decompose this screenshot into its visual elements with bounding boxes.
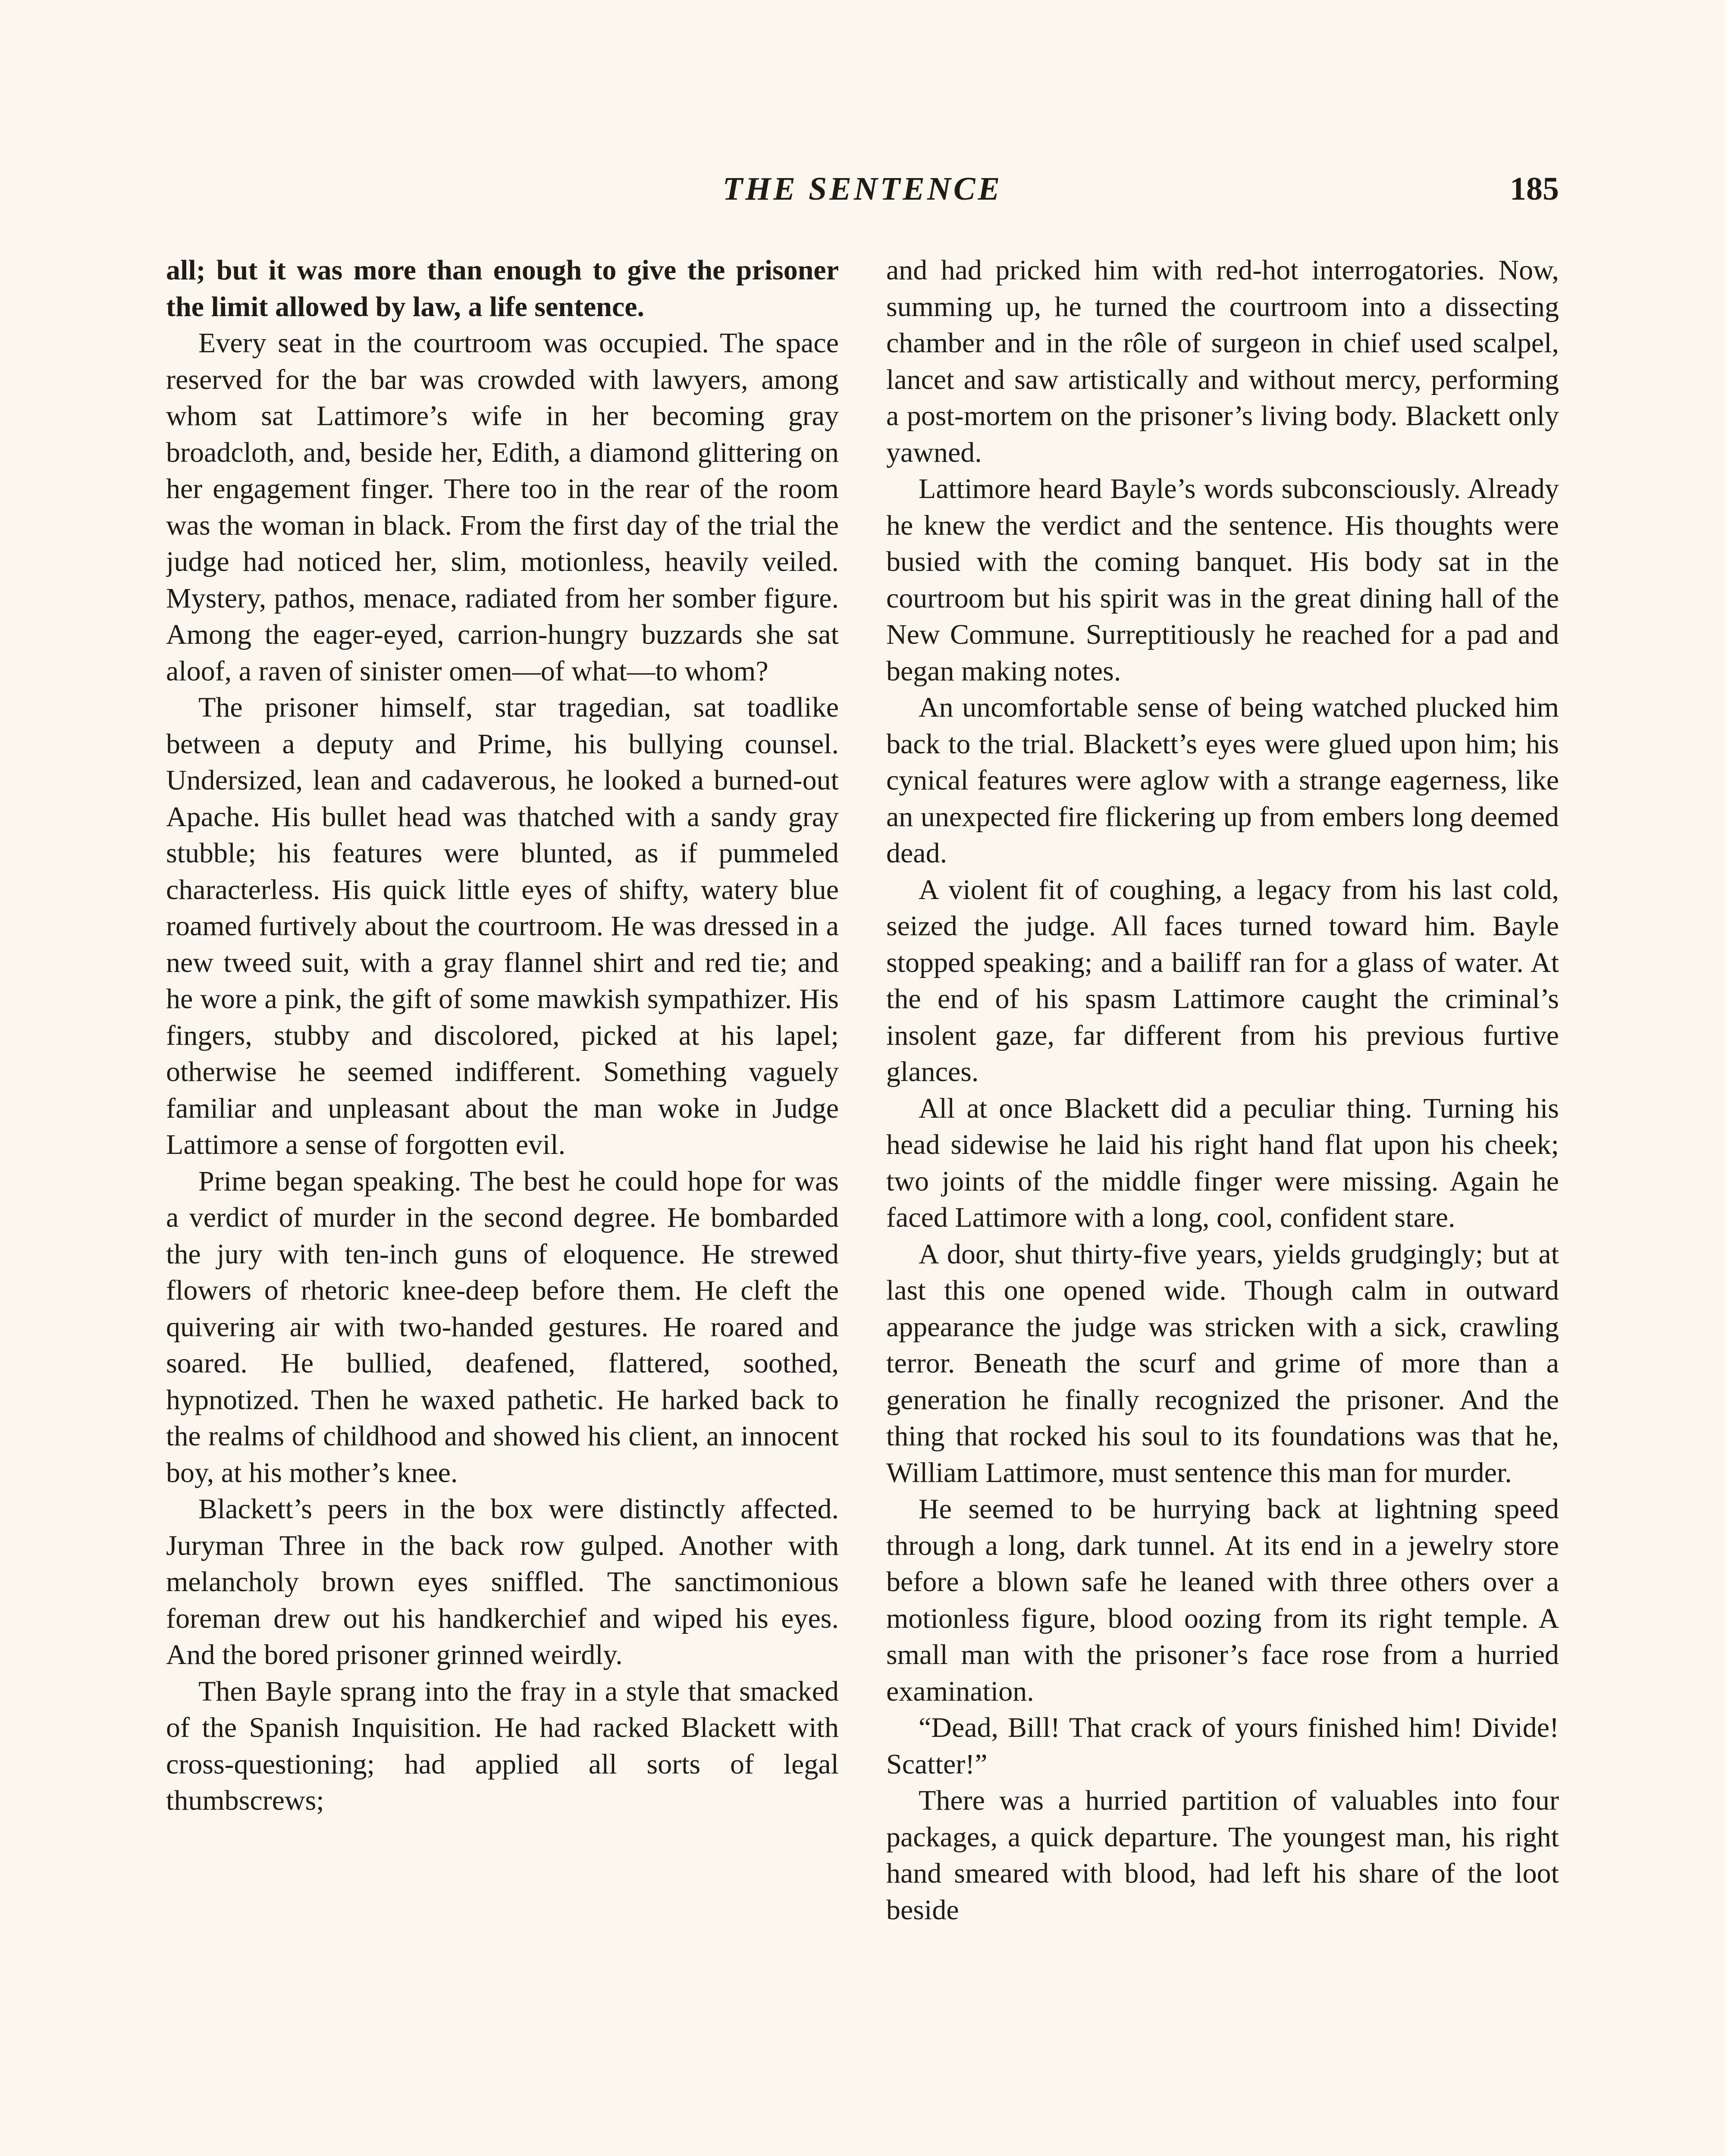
paragraph: all; but it was more than enough to give the prisoner the limit allowed by law, a life sentence. [166, 254, 839, 323]
paragraph: Prime began speaking. The best he could hope for was a verdict of murder in the second degree. He bombarded the jury with ten-inch guns of eloquence. He strewed flowers of rhetoric knee-deep before them. He cleft the quivering air with two-handed gestures. He roared and soared. He bullied, deafened, flattered, soothed, hypnotized. Then he waxed pathetic. He harked back to the realms of childhood and showed his client, an innocent boy, at his mother’s knee. [166, 1165, 839, 1489]
paragraph: An uncomfortable sense of being watched plucked him back to the trial. Blackett’s eyes were glued upon him; his cynical features were aglow with a strange eagerness, like an unexpected fire flickering up from embers long deemed dead. [886, 692, 1559, 869]
paragraph: Then Bayle sprang into the fray in a style that smacked of the Spanish Inquisition. He had racked Blackett with cross-questioning; had applied all sorts of legal thumbscrews; [166, 1675, 839, 1816]
paragraph: and had pricked him with red-hot interrogatories. Now, summing up, he turned the courtroom into a dissecting chamber and in the rôle of surgeon in chief used scalpel, lancet and saw artistically and without mercy, performing a post-mortem on the prisoner’s living body. Blackett only yawned. [886, 254, 1559, 468]
paragraph: “Dead, Bill! That crack of yours finished him! Divide! Scatter!” [886, 1712, 1559, 1780]
paragraph: Every seat in the courtroom was occupied. The space reserved for the bar was crowded with lawyers, among whom sat Lattimore’s wife in her becoming gray broadcloth, and, beside her, Edith, a diamond glittering on her engagement finger. There too in the rear of the room was the woman in black. From the first day of the trial the judge had noticed her, slim, motionless, heavily veiled. Mystery, pathos, menace, radiated from her somber figure. Among the eager-eyed, carrion-hungry buzzards she sat aloof, a raven of sinister omen—of what—to whom? [166, 327, 839, 687]
paragraph: Blackett’s peers in the box were distinctly affected. Juryman Three in the back row gulped. Another with melancholy brown eyes sniffled. The sanctimonious foreman drew out his handkerchief and wiped his eyes. And the bored prisoner grinned weirdly. [166, 1493, 839, 1670]
page-header [166, 170, 1559, 218]
paragraph: Lattimore heard Bayle’s words subconsciously. Already he knew the verdict and the sentence. His thoughts were busied with the coming banquet. His body sat in the courtroom but his spirit was in the great dining hall of the New Commune. Surreptitiously he reached for a pad and began making notes. [886, 473, 1559, 687]
text-columns [166, 252, 1559, 2156]
page-number: 185 [1510, 171, 1559, 207]
paragraph: There was a hurried partition of valuables into four packages, a quick departure. The youngest man, his right hand smeared with blood, had left his share of the loot beside [886, 1785, 1559, 1926]
paragraph: All at once Blackett did a peculiar thing. Turning his head sidewise he laid his right hand flat upon his cheek; two joints of the middle finger were missing. Again he faced Lattimore with a long, cool, confident stare. [886, 1092, 1559, 1233]
paragraph: A door, shut thirty-five years, yields grudgingly; but at last this one opened wide. Though calm in outward appearance the judge was stricken with a sick, crawling terror. Beneath the scurf and grime of more than a generation he finally recognized the prisoner. And the thing that rocked his soul to its foundations was that he, William Lattimore, must sentence this man for murder. [886, 1238, 1559, 1489]
paragraph: The prisoner himself, star tragedian, sat toadlike between a deputy and Prime, his bullying counsel. Undersized, lean and cadaverous, he looked a burned-out Apache. His bullet head was thatched with a sandy gray stubble; his features were blunted, as if pummeled characterless. His quick little eyes of shifty, watery blue roamed furtively about the courtroom. He was dressed in a new tweed suit, with a gray flannel shirt and red tie; and he wore a pink, the gift of some mawkish sympathizer. His fingers, stubby and discolored, picked at his lapel; otherwise he seemed indifferent. Something vaguely familiar and unpleasant about the man woke in Judge Lattimore a sense of forgotten evil. [166, 692, 839, 1160]
paragraph: He seemed to be hurrying back at lightning speed through a long, dark tunnel. At its end in a jewelry store before a blown safe he leaned with three others over a motionless figure, blood oozing from its right temple. A small man with the prisoner’s face rose from a hurried examination. [886, 1493, 1559, 1707]
paragraph: A violent fit of coughing, a legacy from his last cold, seized the judge. All faces turned toward him. Bayle stopped speaking; and a bailiff ran for a glass of water. At the end of his spasm Lattimore caught the criminal’s insolent gaze, far different from his previous furtive glances. [886, 874, 1559, 1087]
left-column [166, 252, 839, 2156]
right-column [886, 252, 1559, 2156]
running-title: THE SENTENCE [722, 171, 1003, 207]
